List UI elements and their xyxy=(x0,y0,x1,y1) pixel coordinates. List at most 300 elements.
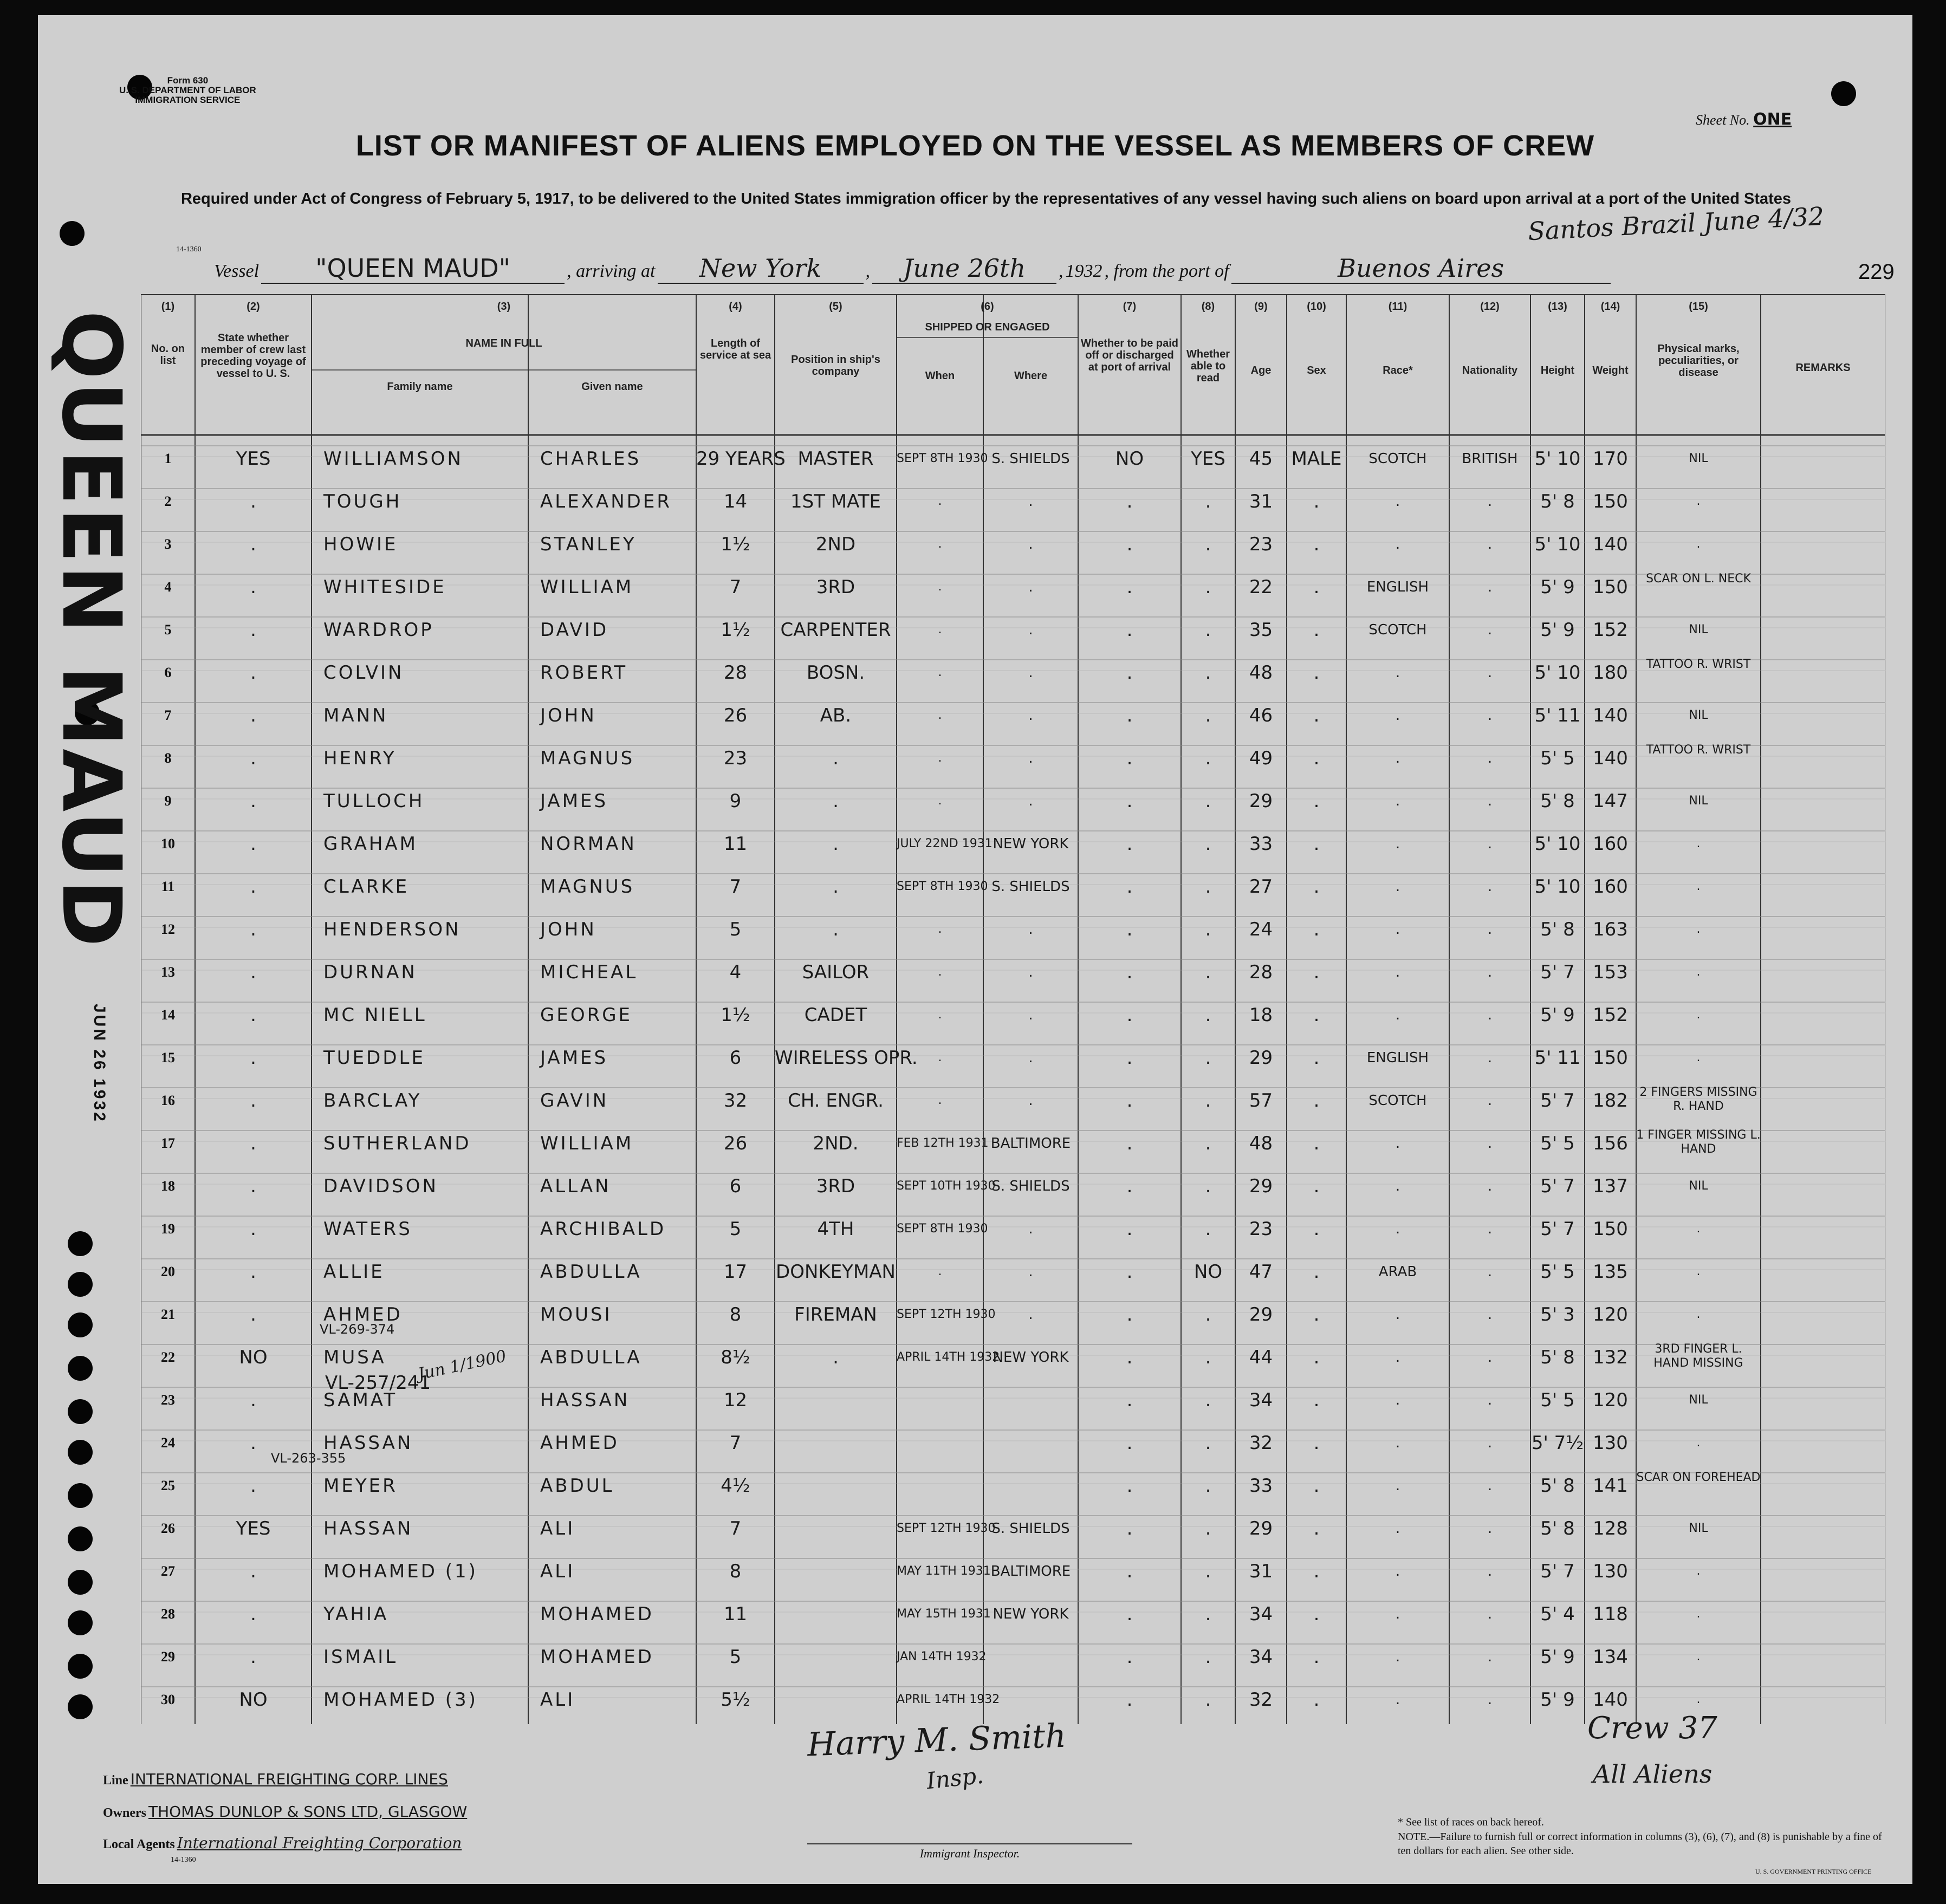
cell-prev: . xyxy=(250,1090,256,1112)
cell-family: MUSA xyxy=(323,1347,386,1368)
cell-family: WILLIAMSON xyxy=(323,448,463,470)
cell-position: CADET xyxy=(804,1004,867,1026)
voyage-annotation: Santos Brazil June 4/32 xyxy=(1527,201,1825,246)
footer xyxy=(103,1711,1891,1884)
cell-service: 28 xyxy=(723,662,748,684)
cell-nationality: . xyxy=(1487,836,1493,852)
cell-nationality: . xyxy=(1487,707,1493,724)
cell-marks: . xyxy=(1696,1308,1701,1321)
cell-given: MICHEAL xyxy=(540,961,638,983)
cell-sex: . xyxy=(1313,1090,1320,1112)
cell-given: ABDUL xyxy=(540,1475,614,1497)
sheet-label: Sheet No. xyxy=(1696,112,1750,128)
cell-given: ALI xyxy=(540,1561,575,1582)
cell-paid-off: . xyxy=(1126,1304,1133,1325)
cell-given: ALI xyxy=(540,1518,575,1539)
col-header-race: Race* xyxy=(1383,365,1413,376)
cell-read: . xyxy=(1205,1347,1211,1368)
cell-read: . xyxy=(1205,1561,1211,1582)
cell-prev: . xyxy=(250,748,256,769)
col-header-age: Age xyxy=(1250,365,1272,376)
cell-marks: 1 FINGER MISSING L. HAND xyxy=(1636,1128,1761,1156)
cell-paid-off: . xyxy=(1126,1175,1133,1197)
cell-age: 49 xyxy=(1249,748,1273,769)
cell-when: SEPT 12TH 1930 xyxy=(897,1308,996,1321)
crew-note: All Aliens xyxy=(1593,1759,1713,1789)
cell-family: TUEDDLE xyxy=(323,1047,425,1069)
cell-weight: 118 xyxy=(1593,1603,1628,1625)
cell-given: GEORGE xyxy=(540,1004,633,1026)
cell-weight: 147 xyxy=(1593,790,1628,812)
cell-weight: 180 xyxy=(1593,662,1628,684)
cell-height: 5' 11 xyxy=(1534,1047,1581,1069)
cell-weight: 160 xyxy=(1593,876,1628,898)
cell-age: 44 xyxy=(1249,1347,1273,1368)
cell-race: . xyxy=(1395,1563,1400,1580)
vessel-name: "QUEEN MAUD" xyxy=(261,254,565,284)
col-number: (12) xyxy=(1480,301,1500,313)
cell-position: WIRELESS OPR. xyxy=(775,1047,918,1069)
cell-paid-off: . xyxy=(1126,1261,1133,1283)
cell-marks: . xyxy=(1696,1564,1701,1578)
cell-where: BALTIMORE xyxy=(990,1563,1071,1580)
cell-age: 35 xyxy=(1249,619,1273,641)
cell-paid-off: . xyxy=(1126,534,1133,555)
cell-age: 34 xyxy=(1249,1646,1273,1668)
voyage-line: Vessel "QUEEN MAUD" , arriving at New York , June 26th , 1932 , from the port of Buenos Aires xyxy=(214,254,1785,284)
cell-given: ALEXANDER xyxy=(540,491,672,512)
col-number: (7) xyxy=(1123,301,1137,313)
cell-where: . xyxy=(1028,1050,1033,1066)
cell-prev: . xyxy=(250,576,256,598)
cell-when: . xyxy=(938,1265,942,1278)
cell-height: 5' 4 xyxy=(1540,1603,1575,1625)
cell-when: . xyxy=(938,965,942,979)
cell-nationality: . xyxy=(1487,1264,1493,1280)
cell-family: BARCLAY xyxy=(323,1090,422,1112)
cell-weight: 141 xyxy=(1593,1475,1628,1497)
cell-nationality: . xyxy=(1487,1007,1493,1023)
cell-family: MANN xyxy=(323,705,388,726)
cell-service: 26 xyxy=(723,705,748,726)
cell-family: HASSAN xyxy=(323,1432,413,1454)
cell-height: 5' 5 xyxy=(1540,1261,1575,1283)
cell-height: 5' 7 xyxy=(1540,1561,1575,1582)
cell-paid-off: . xyxy=(1126,1133,1133,1154)
cell-read: . xyxy=(1205,1646,1211,1668)
cell-height: 5' 7 xyxy=(1540,1218,1575,1240)
cell-paid-off: . xyxy=(1126,1004,1133,1026)
cell-height: 5' 8 xyxy=(1540,919,1575,940)
cell-no: 29 xyxy=(161,1649,175,1665)
cell-given: ARCHIBALD xyxy=(540,1218,666,1240)
line-label: Line xyxy=(103,1773,128,1788)
col-number: (13) xyxy=(1548,301,1567,313)
page-subtitle: Required under Act of Congress of February 5, 1917, to be delivered to the United States immigration officer by the representatives of any vessel having such aliens on board upon arrival at a port of the United States xyxy=(180,190,1792,207)
agents-row xyxy=(103,1834,462,1852)
cell-nationality: . xyxy=(1487,1093,1493,1109)
cell-nationality: . xyxy=(1487,622,1493,638)
cell-where: . xyxy=(1028,750,1033,766)
cell-nationality: . xyxy=(1487,1221,1493,1237)
cell-position: . xyxy=(833,876,839,898)
cell-marks: TATTOO R. WRIST xyxy=(1646,658,1751,671)
vessel-label: Vessel xyxy=(214,261,260,281)
cell-height: 5' 5 xyxy=(1540,748,1575,769)
cell-family: HENDERSON xyxy=(323,919,461,940)
cell-where: . xyxy=(1028,493,1033,510)
cell-race: SCOTCH xyxy=(1368,622,1427,638)
cell-given: MOHAMED xyxy=(540,1603,654,1625)
cell-marks: . xyxy=(1696,1222,1701,1236)
cell-sex: . xyxy=(1313,662,1320,684)
cell-position: DONKEYMAN xyxy=(776,1261,896,1283)
inspector-label: Immigrant Inspector. xyxy=(807,1843,1132,1861)
cell-read: . xyxy=(1205,1475,1211,1497)
cell-race: . xyxy=(1395,1520,1400,1537)
cell-sex: . xyxy=(1313,833,1320,855)
cell-service: 17 xyxy=(723,1261,748,1283)
cell-prev: . xyxy=(250,1218,256,1240)
cell-read: . xyxy=(1205,662,1211,684)
cell-race: . xyxy=(1395,1692,1400,1708)
cell-height: 5' 5 xyxy=(1540,1389,1575,1411)
cell-service: 9 xyxy=(729,790,742,812)
cell-when: . xyxy=(938,537,942,551)
cell-where: . xyxy=(1028,1007,1033,1023)
cell-paid-off: . xyxy=(1126,1347,1133,1368)
cell-weight: 153 xyxy=(1593,961,1628,983)
cell-marks: NIL xyxy=(1689,709,1708,722)
cell-marks: . xyxy=(1696,1436,1701,1450)
page-title: LIST OR MANIFEST OF ALIENS EMPLOYED ON THE VESSEL AS MEMBERS OF CREW xyxy=(355,129,1595,162)
col-number: (6) xyxy=(981,301,994,313)
cell-given: CHARLES xyxy=(540,448,641,470)
cell-age: 29 xyxy=(1249,790,1273,812)
cell-sex: . xyxy=(1313,1389,1320,1411)
cell-read: . xyxy=(1205,790,1211,812)
cell-where: . xyxy=(1028,964,1033,980)
cell-height: 5' 10 xyxy=(1534,833,1581,855)
cell-prev: . xyxy=(250,1603,256,1625)
arrival-year: 1932 xyxy=(1065,261,1102,281)
cell-family: GRAHAM xyxy=(323,833,418,855)
punch-hole xyxy=(60,221,85,246)
cell-height: 5' 9 xyxy=(1540,1004,1575,1026)
col-header-shipped: SHIPPED OR ENGAGED xyxy=(925,321,1050,333)
cell-race: . xyxy=(1395,964,1400,980)
cell-family: COLVIN xyxy=(323,662,404,684)
cell-height: 5' 11 xyxy=(1534,705,1581,726)
cell-sex: . xyxy=(1313,876,1320,898)
col-header-paid-off: Whether to be paid off or discharged at port of arrival xyxy=(1081,337,1178,373)
cell-marks: . xyxy=(1696,495,1701,508)
cell-sex: . xyxy=(1313,961,1320,983)
col-number: (5) xyxy=(829,301,842,313)
cell-nationality: . xyxy=(1487,493,1493,510)
cell-sex: . xyxy=(1313,705,1320,726)
cell-no: 24 xyxy=(161,1435,175,1451)
cell-prev: . xyxy=(250,790,256,812)
cell-given: STANLEY xyxy=(540,534,637,555)
cell-service: 5½ xyxy=(721,1689,750,1711)
cell-age: 22 xyxy=(1249,576,1273,598)
cell-nationality: . xyxy=(1487,1435,1493,1451)
cell-no: 25 xyxy=(161,1478,175,1493)
cell-race: SCOTCH xyxy=(1368,451,1427,467)
cell-height: 5' 9 xyxy=(1540,1646,1575,1668)
cell-height: 5' 10 xyxy=(1534,876,1581,898)
cell-no: 4 xyxy=(164,579,172,595)
cell-age: 33 xyxy=(1249,833,1273,855)
cell-height: 5' 10 xyxy=(1534,534,1581,555)
manifest-page xyxy=(38,15,1912,1884)
cell-family: MC NIELL xyxy=(323,1004,427,1026)
fine-note: NOTE.—Failure to furnish full or correct information in columns (3), (6), (7), and (8) is punishable by a fine of ten dollars for each alien. See other side. xyxy=(1398,1831,1882,1857)
date-annotation: Jun 1/1900 xyxy=(416,1347,508,1384)
cell-given: JAMES xyxy=(540,1047,608,1069)
cell-height: 5' 10 xyxy=(1534,662,1581,684)
cell-position: 2ND. xyxy=(813,1133,859,1154)
cell-prev: . xyxy=(250,876,256,898)
cell-position: FIREMAN xyxy=(794,1304,877,1325)
cell-service: 8½ xyxy=(721,1347,750,1368)
cell-service: 5 xyxy=(729,1646,742,1668)
cell-given: JAMES xyxy=(540,790,608,812)
cell-family: HOWIE xyxy=(323,534,398,555)
cell-position: . xyxy=(833,833,839,855)
cell-nationality: BRITISH xyxy=(1462,451,1518,467)
cell-nationality: . xyxy=(1487,579,1493,595)
arriving-label: , arriving at xyxy=(567,261,656,281)
cell-weight: 150 xyxy=(1593,491,1628,512)
cell-read: . xyxy=(1205,1090,1211,1112)
stamp-vessel: QUEEN MAUD xyxy=(44,310,138,950)
punch-hole xyxy=(68,1610,93,1635)
cell-no: 1 xyxy=(164,451,172,466)
cell-weight: 150 xyxy=(1593,1218,1628,1240)
cell-sex: . xyxy=(1313,491,1320,512)
cell-position: MASTER xyxy=(797,448,874,470)
cell-position: CH. ENGR. xyxy=(788,1090,884,1112)
cell-paid-off: . xyxy=(1126,833,1133,855)
cell-marks: NIL xyxy=(1689,794,1708,808)
cell-nationality: . xyxy=(1487,536,1493,553)
cell-weight: 120 xyxy=(1593,1389,1628,1411)
cell-when: . xyxy=(938,1094,942,1107)
cell-age: 57 xyxy=(1249,1090,1273,1112)
cell-when: . xyxy=(938,709,942,722)
cell-when: SEPT 8TH 1930 xyxy=(897,880,988,893)
cell-read: NO xyxy=(1193,1261,1223,1283)
cell-given: WILLIAM xyxy=(540,576,634,598)
cell-weight: 150 xyxy=(1593,1047,1628,1069)
cell-age: 34 xyxy=(1249,1389,1273,1411)
cell-no: 28 xyxy=(161,1606,175,1622)
cell-marks: . xyxy=(1696,837,1701,850)
cell-no: 18 xyxy=(161,1178,175,1194)
cell-service: 4½ xyxy=(721,1475,750,1497)
cell-no: 8 xyxy=(164,750,172,766)
cell-prev: YES xyxy=(236,448,271,470)
cell-when: . xyxy=(938,666,942,679)
cell-no: 23 xyxy=(161,1392,175,1408)
cell-family: SUTHERLAND xyxy=(323,1133,471,1154)
cell-family: WARDROP xyxy=(323,619,434,641)
cell-prev: . xyxy=(250,1304,256,1325)
from-port: Buenos Aires xyxy=(1231,254,1611,284)
cell-family: TULLOCH xyxy=(323,790,425,812)
cell-marks: SCAR ON L. NECK xyxy=(1646,572,1751,586)
form-service: IMMIGRATION SERVICE xyxy=(135,95,241,105)
cell-read: . xyxy=(1205,1175,1211,1197)
cell-marks: . xyxy=(1696,1607,1701,1621)
col-header-remarks: REMARKS xyxy=(1795,362,1851,374)
cell-sex: . xyxy=(1313,619,1320,641)
cell-no: 10 xyxy=(161,836,175,852)
cell-sex: . xyxy=(1313,1047,1320,1069)
cell-service: 7 xyxy=(729,1432,742,1454)
form-department: U. S. DEPARTMENT OF LABOR xyxy=(119,85,256,95)
cell-sex: . xyxy=(1313,1133,1320,1154)
cell-height: 5' 5 xyxy=(1540,1133,1575,1154)
cell-race: . xyxy=(1395,750,1400,766)
cell-read: . xyxy=(1205,705,1211,726)
cell-service: 26 xyxy=(723,1133,748,1154)
cell-prev: . xyxy=(250,1175,256,1197)
cell-read: . xyxy=(1205,534,1211,555)
cell-prev: NO xyxy=(239,1689,268,1711)
col-header-length: Length of service at sea xyxy=(699,337,771,361)
cell-read: . xyxy=(1205,1047,1211,1069)
cell-where: . xyxy=(1028,707,1033,724)
cell-position: SAILOR xyxy=(802,961,870,983)
cell-paid-off: . xyxy=(1126,1432,1133,1454)
cell-weight: 140 xyxy=(1593,748,1628,769)
cell-nationality: . xyxy=(1487,1178,1493,1194)
cell-read: . xyxy=(1205,1304,1211,1325)
cell-sex: . xyxy=(1313,1347,1320,1368)
cell-service: 5 xyxy=(729,1218,742,1240)
cell-sex: . xyxy=(1313,576,1320,598)
cell-family: CLARKE xyxy=(323,876,410,898)
cell-weight: 134 xyxy=(1593,1646,1628,1668)
cell-paid-off: . xyxy=(1126,619,1133,641)
cell-service: 7 xyxy=(729,876,742,898)
cell-race: . xyxy=(1395,1392,1400,1408)
cell-weight: 163 xyxy=(1593,919,1628,940)
cell-paid-off: . xyxy=(1126,1047,1133,1069)
cell-read: . xyxy=(1205,1218,1211,1240)
cell-marks: . xyxy=(1696,1051,1701,1064)
col-number: (11) xyxy=(1388,301,1407,313)
form-number: Form 630 xyxy=(167,75,209,86)
col-number: (1) xyxy=(161,301,175,313)
cell-prev: . xyxy=(250,1432,256,1454)
punch-hole xyxy=(1831,81,1856,106)
cell-nationality: . xyxy=(1487,1135,1493,1152)
cell-service: 6 xyxy=(729,1175,742,1197)
cell-sex: . xyxy=(1313,1175,1320,1197)
cell-prev: . xyxy=(250,961,256,983)
cell-nationality: . xyxy=(1487,1563,1493,1580)
cell-marks: . xyxy=(1696,1265,1701,1278)
cell-age: 29 xyxy=(1249,1047,1273,1069)
cell-family: DURNAN xyxy=(323,961,417,983)
cell-family: WATERS xyxy=(323,1218,412,1240)
cell-family: MEYER xyxy=(323,1475,398,1497)
cell-where: S. SHIELDS xyxy=(991,451,1070,467)
form-code: 14-1360 xyxy=(176,245,202,254)
cell-service: 4 xyxy=(729,961,742,983)
cell-when: SEPT 8TH 1930 xyxy=(897,452,988,465)
cell-race: . xyxy=(1395,1435,1400,1451)
cell-nationality: . xyxy=(1487,921,1493,938)
cell-height: 5' 8 xyxy=(1540,1347,1575,1368)
page-number: 229 xyxy=(1858,260,1895,284)
cell-no: 12 xyxy=(161,921,175,937)
cell-paid-off: . xyxy=(1126,790,1133,812)
cell-family: WHITESIDE xyxy=(323,576,446,598)
cell-height: 5' 3 xyxy=(1540,1304,1575,1325)
cell-where: S. SHIELDS xyxy=(991,1178,1070,1194)
cell-prev: . xyxy=(250,619,256,641)
cell-when: FEB 12TH 1931 xyxy=(897,1136,989,1150)
form-tag xyxy=(119,76,256,105)
cell-height: 5' 9 xyxy=(1540,1689,1575,1711)
cell-read: . xyxy=(1205,961,1211,983)
cell-nationality: . xyxy=(1487,1520,1493,1537)
cell-family: MOHAMED (3) xyxy=(323,1689,478,1711)
cell-marks: NIL xyxy=(1689,452,1708,465)
cell-when: . xyxy=(938,922,942,936)
cell-weight: 137 xyxy=(1593,1175,1628,1197)
cell-service: 23 xyxy=(723,748,748,769)
cell-paid-off: . xyxy=(1126,1090,1133,1112)
cell-paid-off: . xyxy=(1126,662,1133,684)
cell-weight: 150 xyxy=(1593,576,1628,598)
cell-prev: . xyxy=(250,1646,256,1668)
cell-nationality: . xyxy=(1487,1606,1493,1622)
col-header-marks: Physical marks, peculiarities, or disease xyxy=(1657,343,1740,379)
cell-where: NEW YORK xyxy=(993,836,1069,852)
cell-family: HENRY xyxy=(323,748,397,769)
cell-race: ENGLISH xyxy=(1366,579,1429,595)
cell-no: 7 xyxy=(164,707,172,723)
cell-service: 6 xyxy=(729,1047,742,1069)
owners-value: THOMAS DUNLOP & SONS LTD, GLASGOW xyxy=(148,1803,468,1821)
cell-age: 23 xyxy=(1249,534,1273,555)
cell-no: 22 xyxy=(161,1349,175,1365)
col-header-weight: Weight xyxy=(1592,365,1629,376)
cell-prev: NO xyxy=(239,1347,268,1368)
cell-when: . xyxy=(938,580,942,594)
cell-marks: 2 FINGERS MISSING R. HAND xyxy=(1639,1086,1757,1113)
cell-service: 5 xyxy=(729,919,742,940)
cell-race: . xyxy=(1395,493,1400,510)
cell-weight: 132 xyxy=(1593,1347,1628,1368)
cell-weight: 140 xyxy=(1593,1689,1628,1711)
cell-marks: . xyxy=(1696,965,1701,979)
cell-nationality: . xyxy=(1487,1692,1493,1708)
cell-service: 1½ xyxy=(721,1004,750,1026)
col-number: (2) xyxy=(247,301,260,313)
cell-paid-off: . xyxy=(1126,1475,1133,1497)
cell-paid-off: . xyxy=(1126,1518,1133,1539)
cell-service: 7 xyxy=(729,1518,742,1539)
cell-given: MAGNUS xyxy=(540,748,635,769)
cell-age: 48 xyxy=(1249,1133,1273,1154)
